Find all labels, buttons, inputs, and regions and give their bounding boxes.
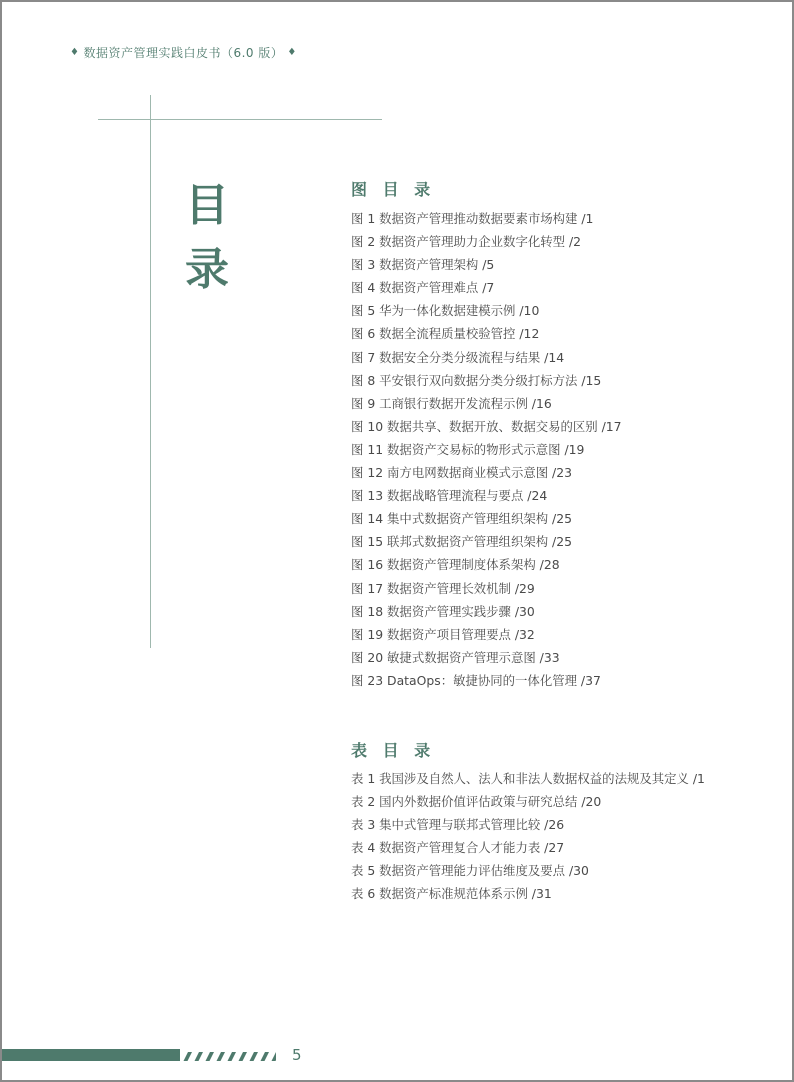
header-title: 数据资产管理实践白皮书（6.0 版） [83, 46, 284, 60]
toc-heading-char: 目 [185, 180, 229, 231]
horizontal-rule [98, 119, 382, 120]
figure-entry: 图 10 数据共享、数据开放、数据交易的区别 /17 [351, 418, 622, 434]
figure-list-title: 图 目 录 [351, 180, 436, 199]
diamond-icon: ♦ [70, 47, 80, 58]
page-number: 5 [292, 1046, 302, 1064]
figure-entry: 图 11 数据资产交易标的物形式示意图 /19 [351, 441, 585, 457]
figure-entry: 图 5 华为一体化数据建模示例 /10 [351, 303, 540, 319]
figure-entry: 图 19 数据资产项目管理要点 /32 [351, 626, 535, 642]
figure-entry: 图 17 数据资产管理长效机制 /29 [351, 580, 535, 596]
table-entry: 表 5 数据资产管理能力评估维度及要点 /30 [351, 863, 589, 879]
figure-entry: 图 18 数据资产管理实践步骤 /30 [351, 603, 535, 619]
figure-entry: 图 23 DataOps：敏捷协同的一体化管理 /37 [351, 672, 601, 688]
table-list-title: 表 目 录 [351, 741, 436, 760]
figure-entry: 图 4 数据资产管理难点 /7 [351, 280, 495, 296]
figure-entry: 图 14 集中式数据资产管理组织架构 /25 [351, 511, 572, 527]
figure-entry: 图 7 数据安全分类分级流程与结果 /14 [351, 349, 565, 365]
figure-entry: 图 20 敏捷式数据资产管理示意图 /33 [351, 649, 560, 665]
table-list [351, 767, 705, 906]
figure-entry: 图 8 平安银行双向数据分类分级打标方法 /15 [351, 372, 602, 388]
figure-entry: 图 1 数据资产管理推动数据要素市场构建 /1 [351, 211, 594, 226]
figure-entry: 图 16 数据资产管理制度体系架构 /28 [351, 557, 560, 573]
figure-entry: 图 2 数据资产管理助力企业数字化转型 /2 [351, 234, 582, 250]
diamond-icon: ♦ [287, 47, 297, 58]
table-entry: 表 1 我国涉及自然人、法人和非法人数据权益的法规及其定义 /1 [351, 771, 705, 786]
table-entry: 表 3 集中式管理与联邦式管理比较 /26 [351, 817, 565, 833]
figure-entry: 图 9 工商银行数据开发流程示例 /16 [351, 395, 552, 411]
figure-list [351, 207, 622, 692]
table-entry: 表 2 国内外数据价值评估政策与研究总结 /20 [351, 794, 602, 810]
toc-heading [184, 174, 230, 302]
figure-entry: 图 3 数据资产管理架构 /5 [351, 257, 495, 273]
table-entry: 表 6 数据资产标准规范体系示例 /31 [351, 886, 552, 902]
figure-entry: 图 6 数据全流程质量校验管控 /12 [351, 326, 540, 342]
figure-entry: 图 15 联邦式数据资产管理组织架构 /25 [351, 534, 572, 550]
table-entry: 表 4 数据资产管理复合人才能力表 /27 [351, 840, 565, 856]
footer-bar [2, 1049, 180, 1061]
running-header [70, 44, 297, 61]
toc-heading-char: 录 [185, 244, 229, 295]
footer-stripes [176, 1049, 276, 1061]
figure-entry: 图 12 南方电网数据商业模式示意图 /23 [351, 465, 572, 481]
figure-entry: 图 13 数据战略管理流程与要点 /24 [351, 488, 548, 504]
vertical-rule [150, 95, 151, 648]
